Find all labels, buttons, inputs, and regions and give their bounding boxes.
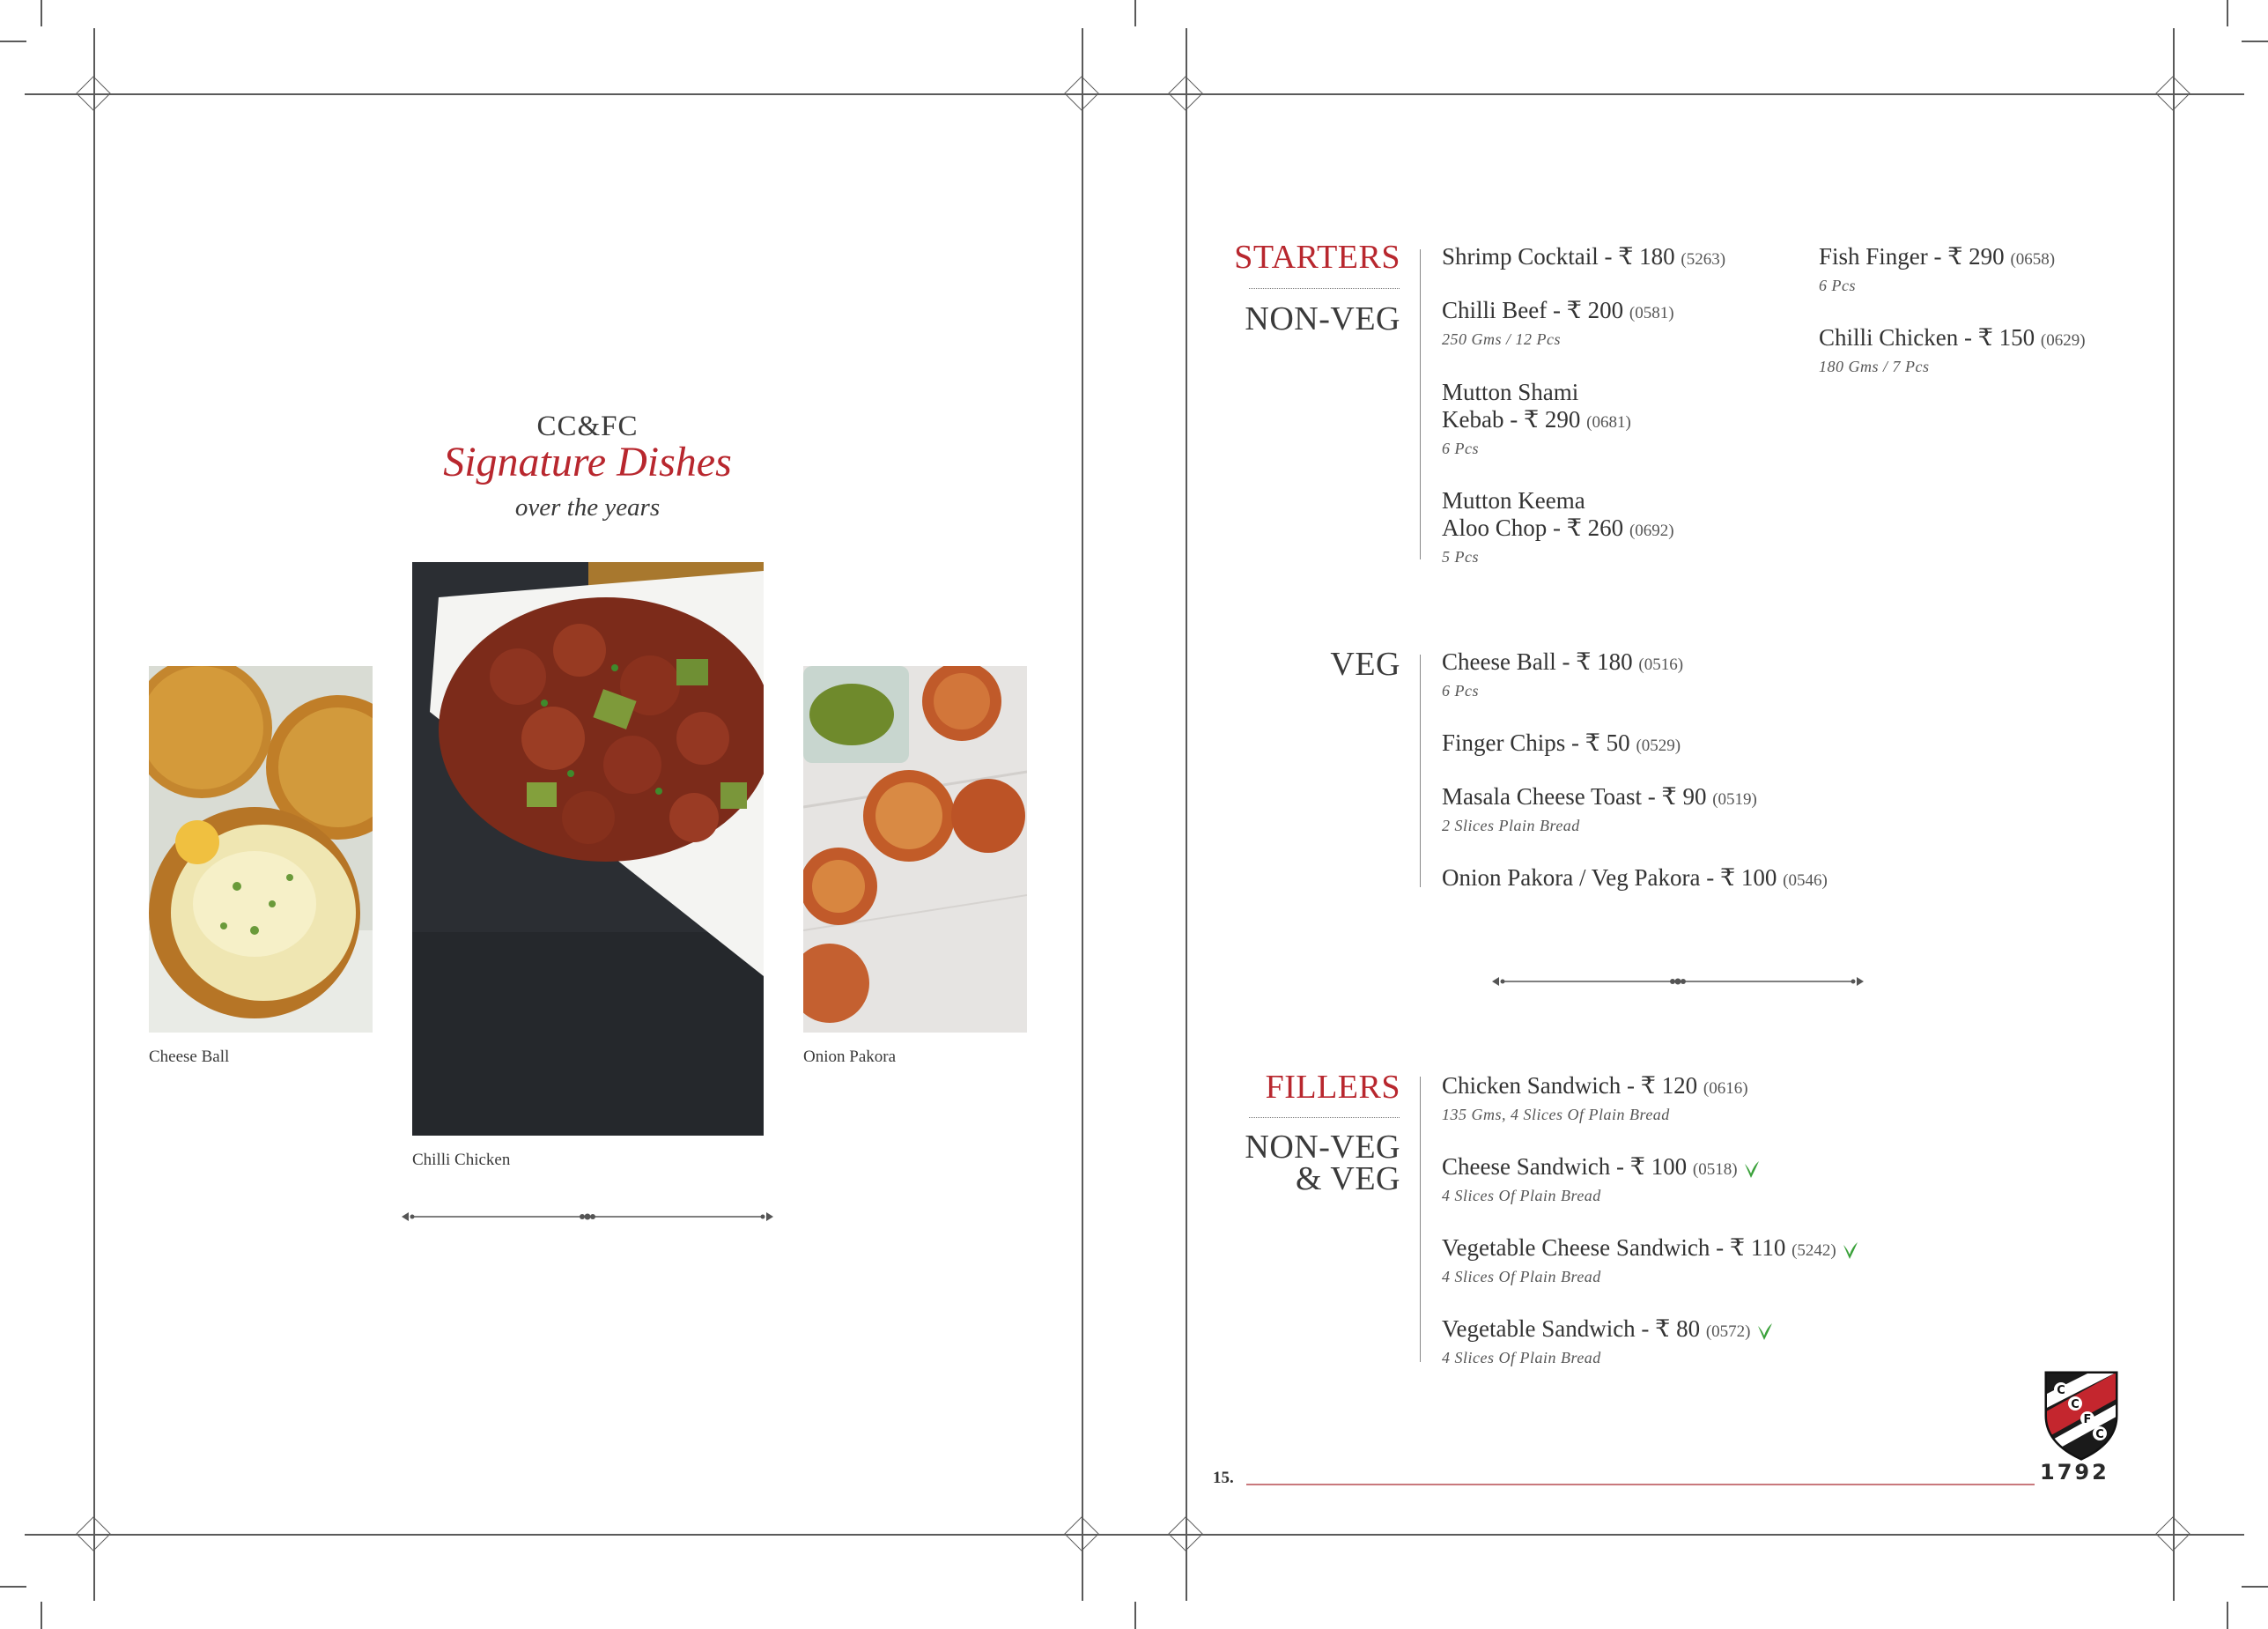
item-note: 2 Slices Plain Bread [1442, 817, 1580, 834]
item-name: Kebab - ₹ 290 [1442, 406, 1581, 433]
registration-mark [1168, 76, 1203, 111]
item-note: 135 Gms, 4 Slices Of Plain Bread [1442, 1106, 1670, 1123]
menu-item [1442, 297, 1821, 349]
crest-letter: C [2057, 1384, 2065, 1397]
cheese-ball-image [149, 666, 373, 1033]
caption-onion-pakora: Onion Pakora [803, 1048, 897, 1066]
caption-cheese-ball: Cheese Ball [149, 1048, 230, 1066]
crop-mark [2227, 0, 2228, 26]
item-code: (0516) [1638, 655, 1684, 674]
section-label-nonveg-veg-1: NON-VEG [1245, 1129, 1400, 1166]
crest-letter: F [2083, 1413, 2092, 1426]
section-rule [1249, 1117, 1400, 1118]
item-name: Cheese Ball - ₹ 180 [1442, 648, 1633, 675]
menu-item [1442, 243, 1821, 273]
item-code: (0546) [1783, 871, 1828, 890]
column-rule [1420, 249, 1421, 559]
item-name: Vegetable Sandwich - ₹ 80 [1442, 1315, 1701, 1342]
item-code: (0681) [1586, 413, 1631, 432]
menu-item [1442, 783, 1935, 835]
item-code: (0692) [1629, 522, 1674, 540]
item-code: (0616) [1703, 1079, 1748, 1098]
registration-mark [2155, 1516, 2190, 1551]
menu-item [1442, 729, 1935, 759]
section-label-nonveg: NON-VEG [1245, 300, 1400, 337]
menu-item [1442, 1315, 1988, 1367]
item-note: 6 Pcs [1819, 277, 1856, 294]
item-name: Finger Chips - ₹ 50 [1442, 729, 1630, 756]
footer-rule [1246, 1484, 2035, 1485]
item-code: (5263) [1681, 250, 1726, 269]
item-note: 6 Pcs [1442, 440, 1479, 457]
logo-year: 1792 [2040, 1460, 2109, 1485]
item-note: 4 Slices Of Plain Bread [1442, 1187, 1601, 1204]
trim-line-left-inner [1082, 28, 1083, 1601]
registration-mark [1168, 1516, 1203, 1551]
item-name: Chilli Beef - ₹ 200 [1442, 297, 1624, 323]
section-rule [1249, 288, 1400, 289]
chilli-chicken-photo [412, 562, 764, 1136]
item-name: Masala Cheese Toast - ₹ 90 [1442, 783, 1707, 810]
crop-mark [2242, 41, 2268, 42]
trim-line-left-outer [93, 28, 95, 1601]
ornament-divider [398, 1208, 777, 1225]
menu-item [1442, 1153, 1988, 1205]
item-name: Vegetable Cheese Sandwich - ₹ 110 [1442, 1234, 1786, 1261]
item-code: (0572) [1705, 1322, 1751, 1341]
item-name-line1: Mutton Keema [1442, 487, 1585, 514]
item-name: Chicken Sandwich - ₹ 120 [1442, 1072, 1698, 1099]
caption-chilli-chicken: Chilli Chicken [412, 1151, 511, 1169]
item-name: Onion Pakora / Veg Pakora - ₹ 100 [1442, 864, 1777, 891]
item-name: Shrimp Cocktail - ₹ 180 [1442, 243, 1675, 270]
section-label-nonveg-veg-2: & VEG [1296, 1160, 1400, 1197]
crop-mark [2227, 1602, 2228, 1629]
menu-item [1819, 243, 2171, 295]
registration-mark [1064, 1516, 1099, 1551]
crop-mark [1134, 1602, 1136, 1629]
onion-pakora-photo [803, 666, 1027, 1033]
registration-mark [76, 76, 111, 111]
menu-item [1442, 1072, 1988, 1124]
item-code: (5242) [1791, 1241, 1836, 1260]
chilli-chicken-image [412, 562, 764, 1136]
item-code: (0529) [1636, 737, 1681, 755]
crop-mark [0, 1586, 26, 1588]
item-note: 250 Gms / 12 Pcs [1442, 330, 1561, 348]
item-name-line1: Mutton Shami [1442, 379, 1579, 405]
veg-leaf-icon [1840, 1240, 1859, 1261]
crest-letter: C [2071, 1398, 2080, 1411]
trim-line-bottom [25, 1534, 2244, 1536]
ornament-divider [1489, 973, 1867, 990]
onion-pakora-image [803, 666, 1027, 1033]
menu-item [1442, 487, 1821, 566]
item-name: Cheese Sandwich - ₹ 100 [1442, 1153, 1688, 1180]
item-name: Aloo Chop - ₹ 260 [1442, 515, 1624, 541]
item-code: (0658) [2010, 250, 2056, 269]
item-note: 4 Slices Of Plain Bread [1442, 1349, 1601, 1366]
trim-line-top [25, 93, 2244, 95]
section-label-veg: VEG [1330, 646, 1400, 683]
cheese-ball-photo [149, 666, 373, 1033]
item-name: Fish Finger - ₹ 290 [1819, 243, 2005, 270]
registration-mark [2155, 76, 2190, 111]
item-note: 180 Gms / 7 Pcs [1819, 358, 1930, 375]
section-heading-starters: STARTERS [1234, 239, 1400, 276]
trim-line-right-outer [2173, 28, 2175, 1601]
brand-label: CC&FC [536, 411, 639, 442]
column-rule [1420, 1077, 1421, 1362]
club-crest-logo [2042, 1370, 2121, 1462]
crop-mark [41, 1602, 42, 1629]
item-code: (0581) [1629, 304, 1674, 322]
crest-letter: C [2095, 1428, 2104, 1441]
page-number: 15. [1213, 1469, 1234, 1487]
registration-mark [76, 1516, 111, 1551]
item-code: (0518) [1692, 1160, 1738, 1179]
crop-mark [0, 41, 26, 42]
crop-mark [41, 0, 42, 26]
item-note: 5 Pcs [1442, 548, 1479, 566]
menu-item [1442, 379, 1821, 458]
signature-subtitle: over the years [514, 493, 661, 522]
signature-title: Signature Dishes [443, 439, 732, 485]
crop-mark [2242, 1586, 2268, 1588]
section-heading-fillers: FILLERS [1265, 1069, 1400, 1106]
item-note: 4 Slices Of Plain Bread [1442, 1268, 1601, 1285]
crop-mark [1134, 0, 1136, 26]
menu-item [1442, 1234, 1988, 1286]
veg-leaf-icon [1741, 1159, 1761, 1180]
item-code: (0519) [1712, 790, 1757, 809]
item-code: (0629) [2040, 331, 2086, 350]
veg-leaf-icon [1755, 1321, 1774, 1342]
item-name: Chilli Chicken - ₹ 150 [1819, 324, 2035, 351]
item-note: 6 Pcs [1442, 682, 1479, 700]
menu-item [1442, 864, 1935, 894]
menu-item [1819, 324, 2171, 376]
registration-mark [1064, 76, 1099, 111]
column-rule [1420, 655, 1421, 887]
menu-item [1442, 648, 1935, 700]
